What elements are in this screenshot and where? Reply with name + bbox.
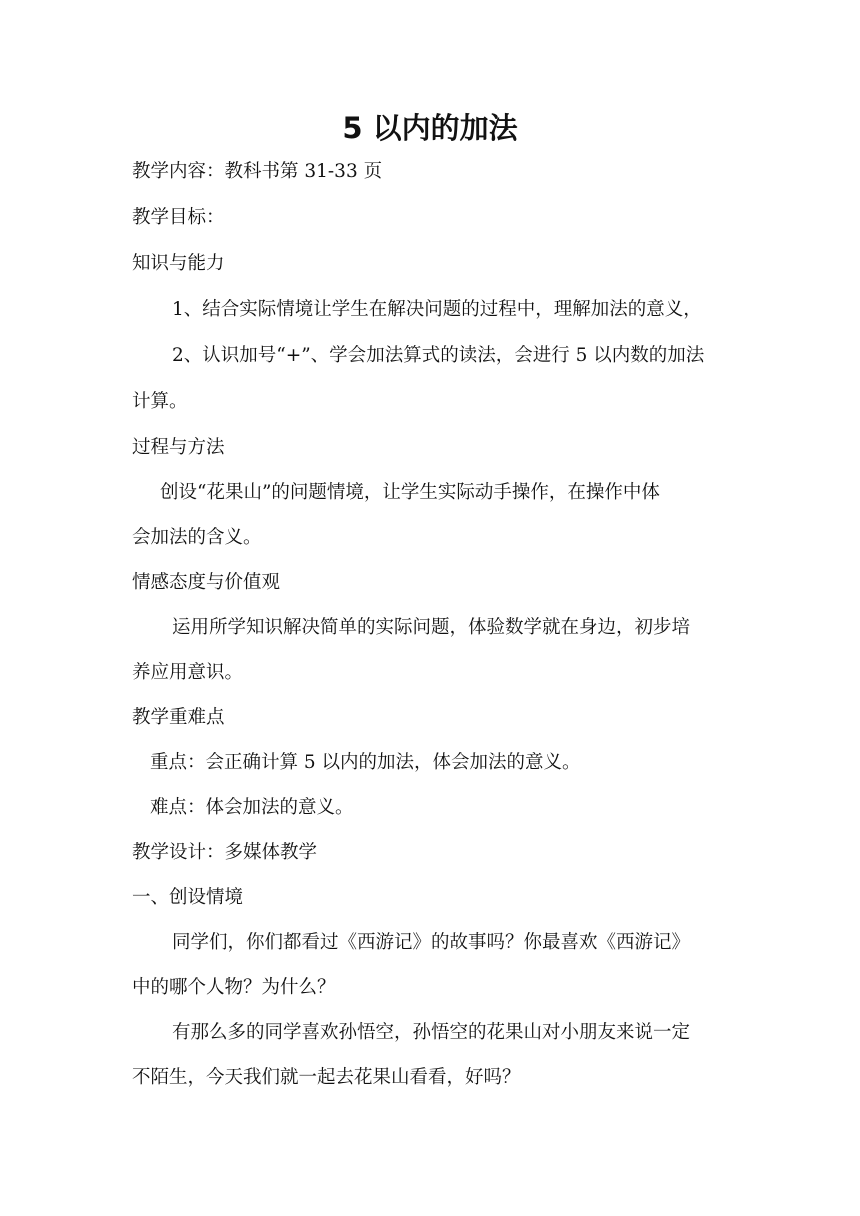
key-point-line: 重点：会正确计算 5 以内的加法，体会加法的意义。 [150,752,581,773]
process-method-paragraph: 创设“花果山”的问题情境，让学生实际动手操作，在操作中体 [160,482,660,503]
teaching-content-line: 教学内容：教科书第 31-33 页 [132,161,383,182]
goal-item-2: 2、认识加号“+”、学会加法算式的读法，会进行 5 以内数的加法 [172,345,705,366]
emotion-values-paragraph-continued: 养应用意识。 [132,662,244,683]
goal-item-1: 1、结合实际情境让学生在解决问题的过程中，理解加法的意义， [172,299,702,320]
difficult-point-line: 难点：体会加法的意义。 [150,797,354,818]
knowledge-ability-heading: 知识与能力 [132,253,225,274]
process-method-heading: 过程与方法 [132,437,225,458]
intro-paragraph-2-continued: 不陌生，今天我们就一起去花果山看看，好吗？ [132,1067,521,1088]
emotion-values-heading: 情感态度与价值观 [132,572,281,593]
emotion-values-paragraph: 运用所学知识解决简单的实际问题，体验数学就在身边，初步培 [172,617,691,638]
intro-paragraph-1-continued: 中的哪个人物？为什么？ [132,977,336,998]
key-difficult-points-heading: 教学重难点 [132,707,225,728]
intro-paragraph-1: 同学们，你们都看过《西游记》的故事吗？你最喜欢《西游记》 [172,932,691,953]
document-title: 5 以内的加法 [342,111,518,145]
process-method-paragraph-continued: 会加法的含义。 [132,527,262,548]
teaching-goals-heading: 教学目标： [132,207,225,228]
goal-item-2-continued: 计算。 [132,391,188,412]
section-one-heading: 一、创设情境 [132,887,244,908]
teaching-design-line: 教学设计：多媒体教学 [132,842,318,863]
intro-paragraph-2: 有那么多的同学喜欢孙悟空，孙悟空的花果山对小朋友来说一定 [172,1022,691,1043]
